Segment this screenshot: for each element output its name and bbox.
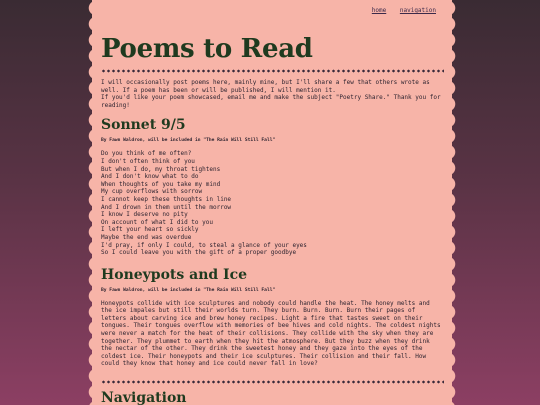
poem-line: I cannot keep these thoughts in line	[101, 195, 232, 203]
poem-line: I left your heart so sickly	[101, 226, 199, 234]
dotted-divider-bottom	[101, 380, 444, 384]
intro-text: I will occasionally post poems here, mainly mine, but I'll share a few that others wrote as well. If a poem has been or will be published, I will mention it. If you'd like your poem showcased, email me and make the subject "Poetry Share." Thank you for reading!	[101, 79, 441, 109]
dotted-divider	[101, 69, 444, 73]
top-nav	[362, 7, 436, 14]
poem-title-sonnet: Sonnet 9/5	[101, 117, 186, 134]
poem-line: My cup overflows with sorrow	[101, 188, 203, 196]
poem-line: And I drown in them until the morrow	[101, 203, 232, 211]
poem-line: But when I do, my throat tightens	[101, 165, 221, 173]
right-scalloped-edge	[448, 0, 456, 405]
poem-line: And I don't know what to do	[101, 173, 199, 181]
content-paper	[92, 0, 452, 405]
footer-heading: Navigation	[101, 390, 187, 405]
poem-line: On account of what I did to you	[101, 218, 213, 226]
poem-title-honeypots: Honeypots and Ice	[101, 266, 248, 283]
poem-line: So I could leave you with the gift of a proper goodbye	[101, 249, 297, 257]
nav-home-link[interactable]: home	[371, 7, 387, 14]
poem-byline-sonnet: By Fawn Waldron, will be included in "The Rain Will Still Fall"	[101, 138, 276, 144]
nav-navigation-link[interactable]: navigation	[399, 7, 436, 14]
page-title: Poems to Read	[101, 34, 313, 64]
poem-byline-honeypots: By Fawn Waldron, will be included in "The Rain Will Still Fall"	[101, 287, 276, 293]
poem-line: I don't often think of you	[101, 157, 195, 165]
poem-lines-sonnet	[101, 150, 444, 256]
poem-line: Do you think of me often?	[101, 150, 192, 158]
poem-line: I know I deserve no pity	[101, 211, 188, 219]
poem-line: I'd pray, if only I could, to steal a glance of your eyes	[101, 241, 307, 249]
poem-line: When thoughts of you take my mind	[101, 180, 221, 188]
poem-text-honeypots: Honeypots collide with ice sculptures and nobody could handle the heat. The honey melts and the ice impales but still their worlds turn. They burn. Burn. Burn. Burn their pages of letters about carving ice and brew honey recipes. Light a fire that tastes sweet on their tongues. Their tongues overflow with memories of bee hives and cold nights. The coldest nights were never a match for the heat of their collisions. They collide with the sky when they are together. They plummet to earth when they hit the atmosphere. But they buzz when they drink the nectar of the other. They drink the sweetest honey and they gaze into the eyes of the coldest ice. Their honeypots and their ice sculptures. Their collision and their fall. How could they know that honey and ice could never fall in love?	[101, 299, 441, 368]
poem-line: Maybe the end was overdue	[101, 233, 192, 241]
